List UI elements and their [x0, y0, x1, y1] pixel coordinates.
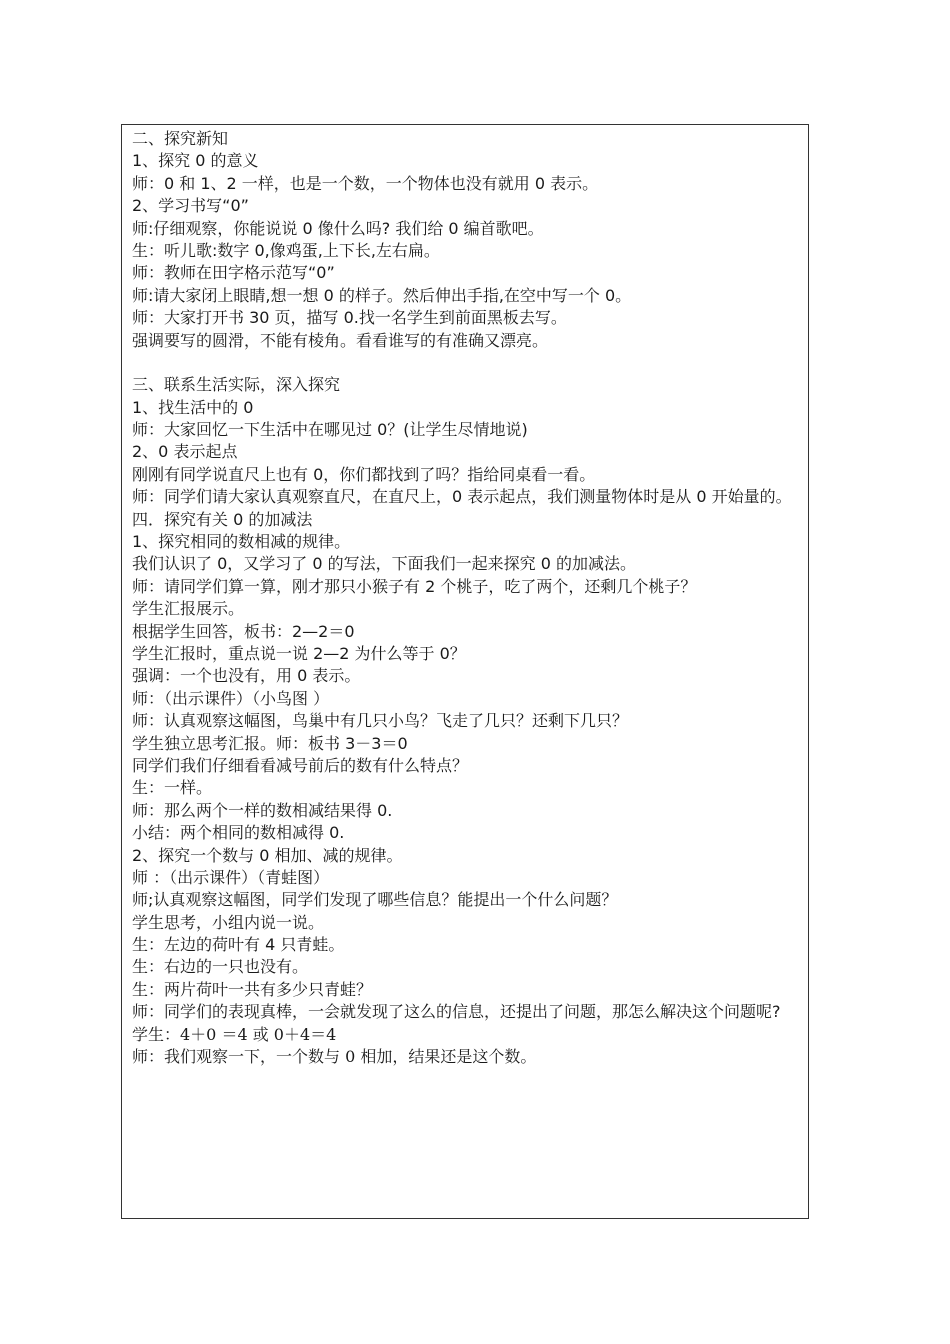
blank-line [132, 352, 804, 374]
text-line: 强调要写的圆滑，不能有棱角。看看谁写的有准确又漂亮。 [132, 330, 549, 350]
text-line: 学生思考，小组内说一说。 [132, 912, 325, 932]
text-line: 师 ：（出示课件）（青蛙图） [132, 867, 330, 887]
section-heading-real-life: 三、联系生活实际，深入探究 [132, 375, 341, 395]
section-heading-add-subtract: 四．探究有关 0 的加减法 [132, 509, 313, 529]
text-line: 2、0 表示起点 [132, 442, 238, 462]
text-line: 师：我们观察一下，一个数与 0 相加，结果还是这个数。 [132, 1047, 537, 1067]
text-line: 师：那么两个一样的数相减结果得 0. [132, 800, 393, 820]
text-line: 师;认真观察这幅图，同学们发现了哪些信息？能提出一个什么问题？ [132, 890, 618, 910]
text-line: 学生汇报时，重点说一说 2—2 为什么等于 0？ [132, 644, 466, 663]
text-line: 小结：两个相同的数相减得 0. [132, 823, 345, 843]
text-line: 师:请大家闭上眼睛,想一想 0 的样子。然后伸出手指,在空中写一个 0。 [132, 285, 632, 305]
text-line: 2、学习书写“0” [132, 196, 249, 216]
text-line: 师：请同学们算一算，刚才那只小猴子有 2 个桃子，吃了两个，还剩几个桃子？ [132, 576, 697, 596]
text-line: 1、探究相同的数相减的规律。 [132, 532, 351, 552]
text-line: 学生独立思考汇报。师：板书 3－3＝0 [132, 733, 408, 753]
text-line: 根据学生回答，板书：2—2＝0 [132, 621, 355, 641]
text-line: 生：右边的一只也没有。 [132, 957, 309, 977]
text-line: 我们认识了 0，又学习了 0 的写法，下面我们一起来探究 0 的加减法。 [132, 554, 636, 574]
text-line: 生：听儿歌:数字 0,像鸡蛋,上下长,左右扁。 [132, 240, 440, 260]
text-line: 1、探究 0 的意义 [132, 151, 259, 171]
text-line: 学生：4＋0 ＝4 或 0＋4＝4 [132, 1024, 337, 1044]
text-line: 师：认真观察这幅图，鸟巢中有几只小鸟？飞走了几只？还剩下几只？ [132, 711, 629, 731]
text-line: 师:仔细观察，你能说说 0 像什么吗? 我们给 0 编首歌吧。 [132, 218, 544, 238]
text-line: 生：一样。 [132, 778, 213, 798]
text-line: 2、探究一个数与 0 相加、减的规律。 [132, 845, 403, 865]
text-line: 1、找生活中的 0 [132, 397, 254, 417]
text-line: 师：0 和 1、2 一样，也是一个数，一个物体也没有就用 0 表示。 [132, 173, 599, 193]
text-line: 师：同学们请大家认真观察直尺，在直尺上，0 表示起点，我们测量物体时是从 0 开始量的。 [132, 487, 792, 507]
text-line: 同学们我们仔细看看减号前后的数有什么特点？ [132, 755, 469, 775]
text-line: 强调：一个也没有，用 0 表示。 [132, 666, 361, 686]
text-line: 师：教师在田字格示范写“0” [132, 263, 335, 283]
text-line: 师：大家打开书 30 页，描写 0.找一名学生到前面黑板去写。 [132, 308, 567, 328]
lesson-plan-box [121, 124, 809, 1219]
text-line: 师：（出示课件）（小鸟图 ） [132, 688, 330, 708]
section-heading-explore: 二、探究新知 [132, 129, 229, 148]
text-line: 师：大家回忆一下生活中在哪见过 0？(让学生尽情地说) [132, 420, 528, 440]
text-line: 师：同学们的表现真棒，一会就发现了这么的信息，还提出了问题，那怎么解决这个问题呢? [132, 1002, 781, 1022]
text-line: 生：两片荷叶一共有多少只青蛙？ [132, 979, 373, 999]
text-line: 学生汇报展示。 [132, 599, 245, 619]
text-line: 刚刚有同学说直尺上也有 0，你们都找到了吗？指给同桌看一看。 [132, 464, 596, 484]
lesson-content [132, 128, 804, 1068]
text-line: 生：左边的荷叶有 4 只青蛙。 [132, 935, 345, 955]
